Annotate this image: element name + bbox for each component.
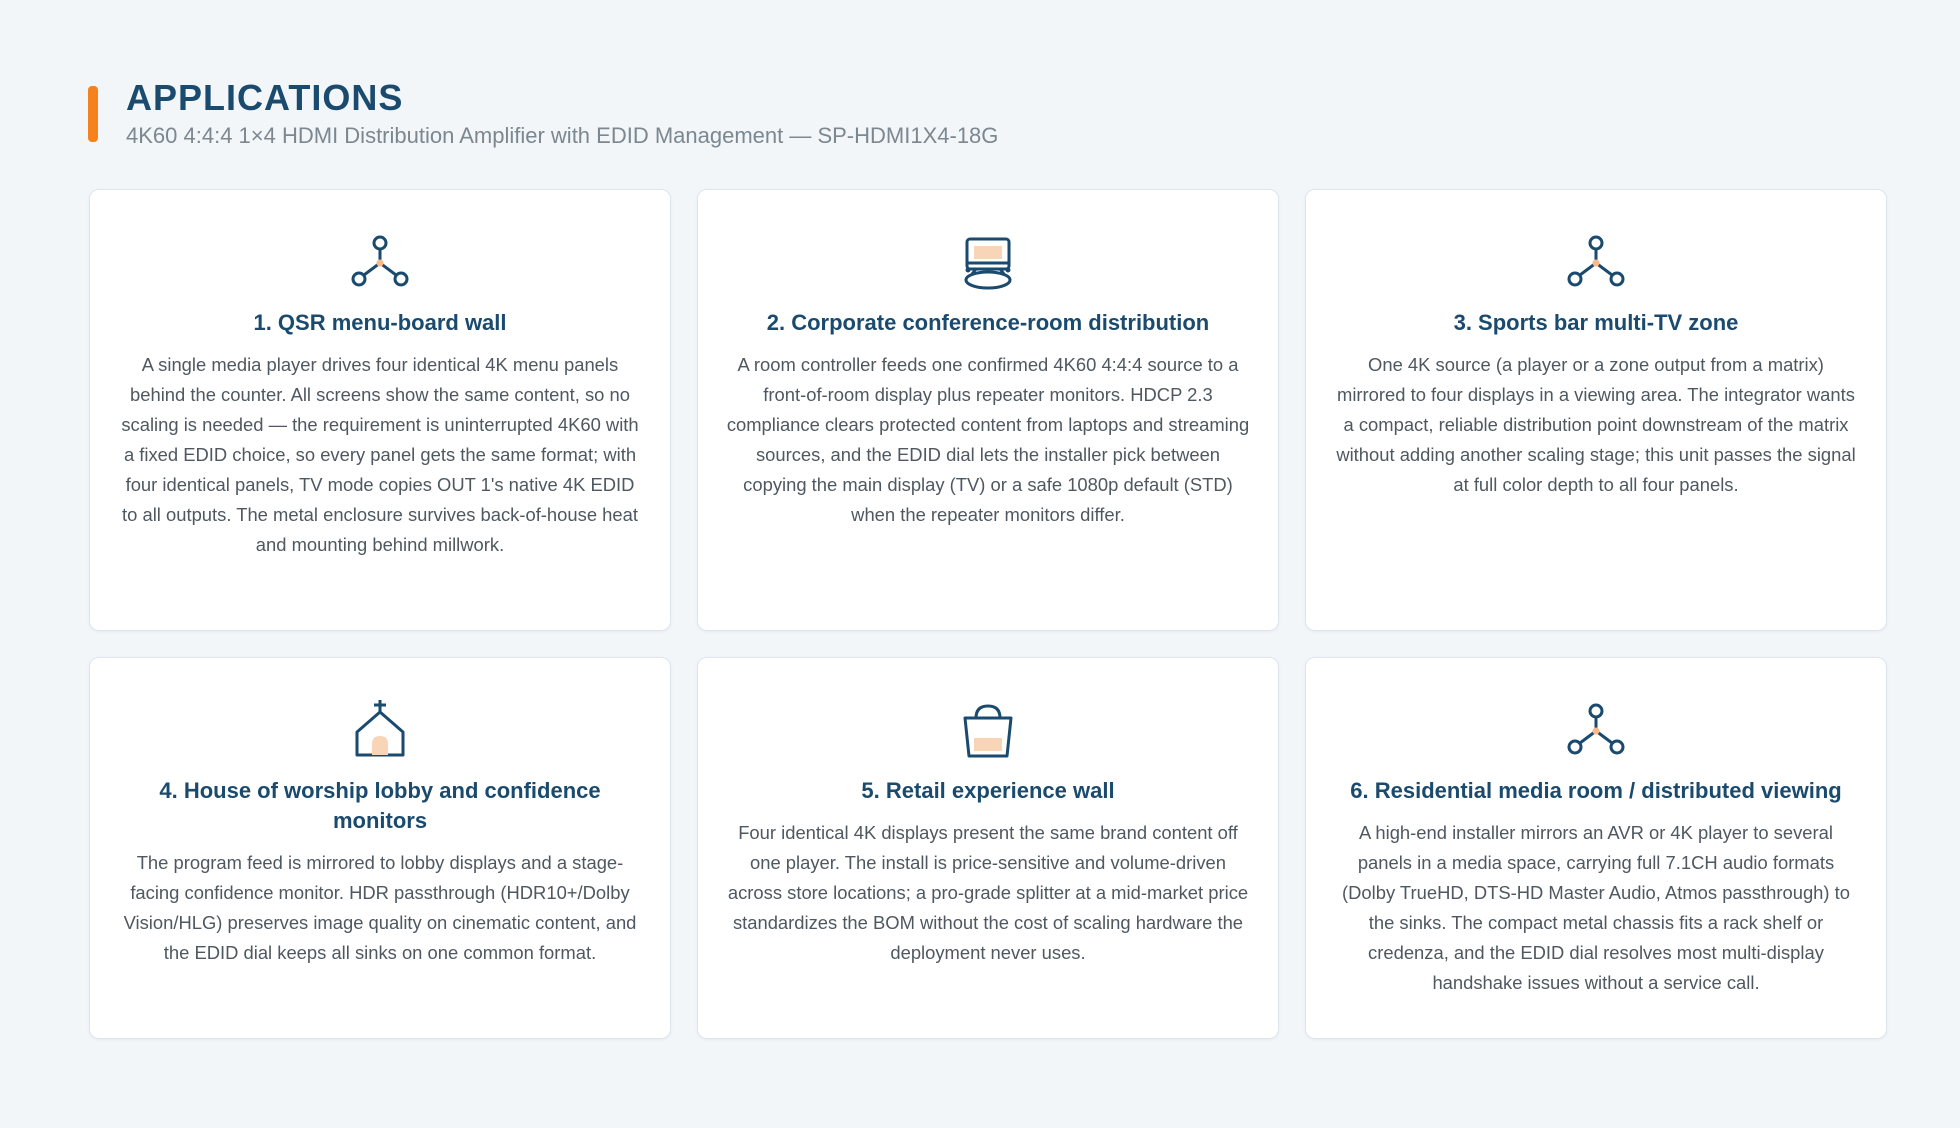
card-body: Four identical 4K displays present the same brand content off one player. The install is price-sensitive and volume-driven across store locations; a pro-grade splitter at a mid-market price standardizes the BOM without the cost of scaling hardware the deployment never uses. [727, 822, 1249, 963]
page-subtitle: 4K60 4:4:4 1×4 HDMI Distribution Amplifier with EDID Management — SP-HDMI1X4-18G [126, 123, 999, 148]
card-body: The program feed is mirrored to lobby displays and a stage-facing confidence monitor. HDR passthrough (HDR10+/Dolby Vision/HLG) preserves image quality on cinematic content, and the EDID dial keeps all sinks on one common format. [123, 852, 637, 963]
application-card [697, 657, 1279, 1039]
card-title: 4. House of worship lobby and confidence monitors [159, 778, 601, 833]
card-body: One 4K source (a player or a zone output from a matrix) mirrored to four displays in a viewing area. The integrator wants a compact, reliable distribution point downstream of the matrix without adding another scaling stage; this unit passes the signal at full color depth to all four panels. [1336, 354, 1856, 495]
card-body: A single media player drives four identical 4K menu panels behind the counter. All screens show the same content, so no scaling is needed — the requirement is uninterrupted 4K60 with a fixed EDID choice, so every panel gets the same format; with four identical panels, TV mode copies OUT 1's native 4K EDID to all outputs. The metal enclosure survives back-of-house heat and mounting behind millwork. [121, 354, 639, 555]
card-title: 1. QSR menu-board wall [253, 310, 507, 335]
application-card [697, 189, 1279, 631]
distribution-nodes-icon [1564, 698, 1628, 762]
card-body: A room controller feeds one confirmed 4K60 4:4:4 source to a front-of-room display plus repeater monitors. HDCP 2.3 compliance clears protected content from laptops and streaming sources, and the EDID dial lets the installer pick between copying the main display (TV) or a safe 1080p default (STD) when the repeater monitors differ. [726, 354, 1250, 525]
card-title: 2. Corporate conference-room distribution [766, 310, 1210, 335]
application-card [89, 657, 671, 1039]
conference-display-icon [956, 230, 1020, 294]
accent-bar [88, 86, 98, 142]
card-title: 6. Residential media room / distributed viewing [1350, 778, 1842, 803]
chapel-icon [348, 698, 412, 762]
application-card [1305, 657, 1887, 1039]
application-card [1305, 189, 1887, 631]
card-title: 5. Retail experience wall [861, 778, 1115, 803]
shopping-bag-icon [956, 698, 1020, 762]
card-body: A high-end installer mirrors an AVR or 4K player to several panels in a media space, carrying full 7.1CH audio formats (Dolby TrueHD, DTS-HD Master Audio, Atmos passthrough) to the sinks. The compact metal chassis fits a rack shelf or credenza, and the EDID dial resolves most multi-display handshake issues without a service call. [1342, 822, 1850, 993]
application-card [89, 189, 671, 631]
page-title: APPLICATIONS [126, 77, 404, 118]
card-title: 3. Sports bar multi-TV zone [1453, 310, 1739, 335]
distribution-nodes-icon [1564, 230, 1628, 294]
distribution-nodes-icon [348, 230, 412, 294]
